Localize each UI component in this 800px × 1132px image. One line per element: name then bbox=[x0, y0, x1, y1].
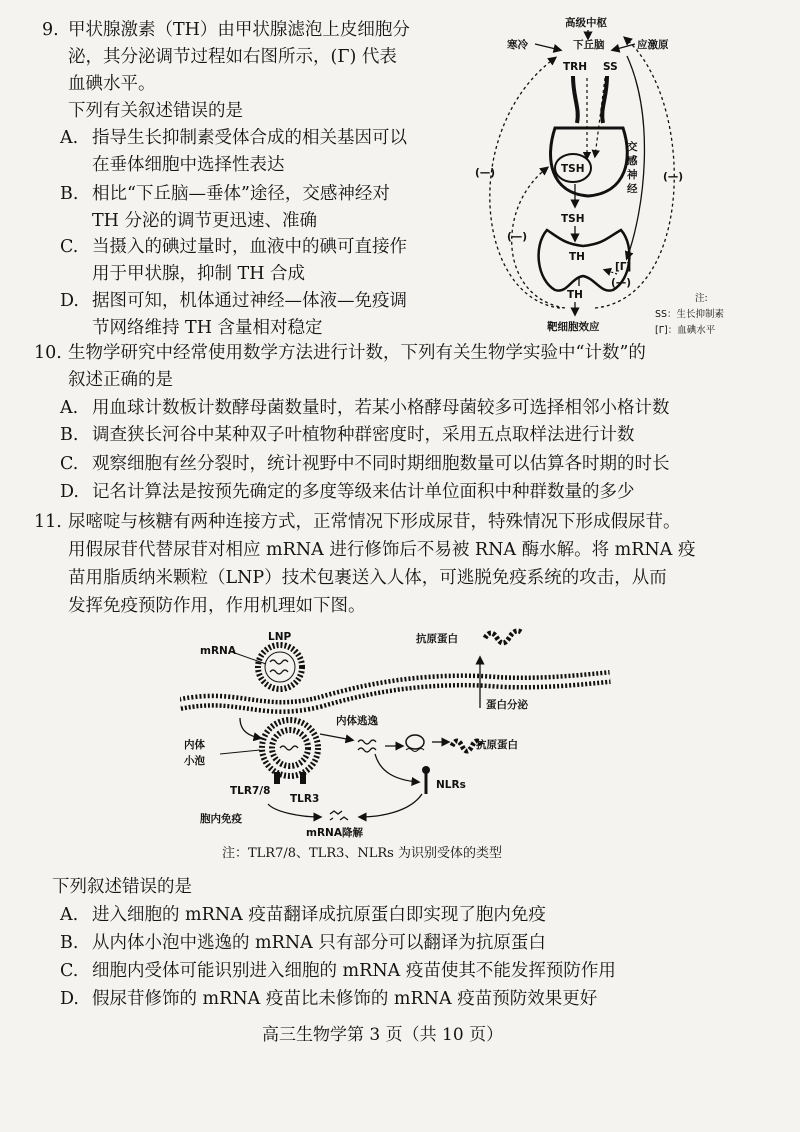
q9-diagram-tsh: TSH bbox=[561, 213, 585, 225]
q9-diagram-neg-iodine: (—) bbox=[611, 277, 632, 289]
q11-diagram-nlrs: NLRs bbox=[436, 779, 466, 791]
q9-option-a-letter[interactable]: A. bbox=[60, 128, 79, 148]
q11-option-b-text: 从内体小泡中逃逸的 mRNA 只有部分可以翻译为抗原蛋白 bbox=[92, 933, 546, 953]
q11-diagram-intracellular: 胞内免疫 bbox=[200, 813, 242, 825]
q11-diagram-degradation: mRNA降解 bbox=[306, 827, 363, 839]
q9-diagram-note-title: 注: bbox=[695, 293, 708, 304]
q9-thyroid-regulation-diagram bbox=[455, 8, 785, 338]
q11-diagram-endosome-2: 小泡 bbox=[184, 755, 205, 767]
q11-option-c-text: 细胞内受体可能识别进入细胞的 mRNA 疫苗使其不能发挥预防作用 bbox=[92, 961, 616, 981]
q11-mrna-vaccine-diagram bbox=[180, 622, 620, 840]
q9-stem-line-1: 甲状腺激素（TH）由甲状腺滤泡上皮细胞分 bbox=[68, 20, 410, 40]
q9-option-b-letter[interactable]: B. bbox=[60, 184, 79, 204]
q10-option-d-letter[interactable]: D. bbox=[60, 482, 79, 502]
q11-diagram-secretion: 蛋白分泌 bbox=[486, 699, 528, 711]
q11-diagram-antigen-mid: 抗原蛋白 bbox=[476, 739, 518, 751]
q9-diagram-sympathetic-2: 感 bbox=[627, 155, 638, 167]
q11-diagram-mrna: mRNA bbox=[200, 645, 236, 657]
q9-option-c-line-2: 用于甲状腺，抑制 TH 合成 bbox=[92, 264, 306, 284]
q11-prompt: 下列叙述错误的是 bbox=[52, 877, 192, 897]
q9-diagram-hypothalamus: 下丘脑 bbox=[573, 39, 605, 51]
q11-option-d-letter[interactable]: D. bbox=[60, 989, 79, 1009]
q11-diagram-tlr78: TLR7/8 bbox=[230, 785, 271, 797]
q9-diagram-sympathetic-4: 经 bbox=[627, 183, 638, 195]
q10-stem-line-1: 生物学研究中经常使用数学方法进行计数，下列有关生物学实验中“计数”的 bbox=[68, 343, 646, 363]
q9-diagram-cold: 寒冷 bbox=[507, 39, 528, 51]
q11-diagram-antigen-top: 抗原蛋白 bbox=[416, 633, 458, 645]
q9-option-d-letter[interactable]: D. bbox=[60, 291, 79, 311]
q9-option-d-line-1: 据图可知，机体通过神经—体液—免疫调 bbox=[92, 291, 407, 311]
q11-diagram-endosome-1: 内体 bbox=[184, 739, 205, 751]
q10-option-a-text: 用血球计数板计数酵母菌数量时，若某小格酵母菌较多可选择相邻小格计数 bbox=[92, 398, 670, 418]
q9-option-c-letter[interactable]: C. bbox=[60, 237, 79, 257]
q9-diagram-tsh-cell: TSH bbox=[561, 163, 585, 175]
q10-stem-line-2: 叙述正确的是 bbox=[68, 370, 173, 390]
q9-diagram-th: TH bbox=[567, 289, 583, 301]
q9-diagram-sympathetic-3: 神 bbox=[627, 169, 638, 181]
q11-number: 11. bbox=[34, 512, 62, 532]
q11-stem-line-2: 用假尿苷代替尿苷对相应 mRNA 进行修饰后不易被 RNA 酶水解。将 mRNA 疫 bbox=[68, 540, 696, 560]
q9-diagram-note-ss: SS：生长抑制素 bbox=[655, 309, 725, 320]
q10-option-c-text: 观察细胞有丝分裂时，统计视野中不同时期细胞数量可以估算各时期的时长 bbox=[92, 454, 670, 474]
q11-option-a-text: 进入细胞的 mRNA 疫苗翻译成抗原蛋白即实现了胞内免疫 bbox=[92, 905, 546, 925]
q9-stem-line-3: 血碘水平。 bbox=[68, 74, 156, 94]
q9-option-a-line-2: 在垂体细胞中选择性表达 bbox=[92, 155, 285, 175]
q10-option-b-text: 调查狭长河谷中某种双子叶植物种群密度时，采用五点取样法进行计数 bbox=[92, 425, 635, 445]
q9-diagram-stress: 应激原 bbox=[637, 39, 669, 51]
q9-diagram-trh: TRH bbox=[563, 61, 588, 73]
q11-stem-line-3: 苗用脂质纳米颗粒（LNP）技术包裹送入人体，可逃脱免疫系统的攻击，从而 bbox=[68, 568, 667, 588]
page-footer: 高三生物学第 3 页（共 10 页） bbox=[262, 1025, 504, 1045]
q9-diagram-top-center: 高级中枢 bbox=[565, 17, 607, 29]
q9-number: 9. bbox=[42, 20, 59, 40]
q11-diagram-lnp: LNP bbox=[268, 631, 292, 643]
q9-option-b-line-1: 相比“下丘脑—垂体”途径，交感神经对 bbox=[92, 184, 390, 204]
q9-option-a-line-1: 指导生长抑制素受体合成的相关基因可以 bbox=[92, 128, 407, 148]
q11-option-c-letter[interactable]: C. bbox=[60, 961, 79, 981]
q9-diagram-iodine: [Γ] bbox=[615, 261, 632, 273]
q9-diagram-neg-inner: (—) bbox=[507, 231, 528, 243]
q11-stem-line-1: 尿嘧啶与核糖有两种连接方式，正常情况下形成尿苷，特殊情况下形成假尿苷。 bbox=[68, 512, 681, 532]
q11-option-b-letter[interactable]: B. bbox=[60, 933, 79, 953]
q11-diagram-tlr3: TLR3 bbox=[290, 793, 320, 805]
q9-stem-line-2: 泌，其分泌调节过程如右图所示，(Γ) 代表 bbox=[68, 47, 397, 67]
q11-stem-line-4: 发挥免疫预防作用，作用机理如下图。 bbox=[68, 596, 366, 616]
q10-option-b-letter[interactable]: B. bbox=[60, 425, 79, 445]
q9-option-d-line-2: 节网络维持 TH 含量相对稳定 bbox=[92, 318, 323, 338]
q9-diagram-neg-left: (—) bbox=[475, 167, 496, 179]
q9-diagram-th-gland: TH bbox=[569, 251, 585, 263]
q9-diagram-sympathetic-1: 交 bbox=[627, 141, 638, 153]
q9-option-c-line-1: 当摄入的碘过量时，血液中的碘可直接作 bbox=[92, 237, 407, 257]
q10-option-d-text: 记名计算法是按预先确定的多度等级来估计单位面积中种群数量的多少 bbox=[92, 482, 635, 502]
q9-diagram-neg-right: (—) bbox=[663, 171, 684, 183]
q11-option-a-letter[interactable]: A. bbox=[60, 905, 79, 925]
q9-diagram-ss: SS bbox=[603, 61, 618, 73]
q9-option-b-line-2: TH 分泌的调节更迅速、准确 bbox=[92, 211, 317, 231]
q11-diagram-escape: 内体逃逸 bbox=[336, 715, 378, 727]
q10-number: 10. bbox=[34, 343, 62, 363]
q11-caption: 注：TLR7/8、TLR3、NLRs 为识别受体的类型 bbox=[222, 846, 502, 861]
q9-prompt: 下列有关叙述错误的是 bbox=[68, 101, 243, 121]
q9-diagram-target: 靶细胞效应 bbox=[547, 321, 600, 333]
q10-option-a-letter[interactable]: A. bbox=[60, 398, 79, 418]
q10-option-c-letter[interactable]: C. bbox=[60, 454, 79, 474]
q11-option-d-text: 假尿苷修饰的 mRNA 疫苗比未修饰的 mRNA 疫苗预防效果更好 bbox=[92, 989, 598, 1009]
q9-diagram-note-iodine: [Γ]：血碘水平 bbox=[655, 325, 716, 336]
